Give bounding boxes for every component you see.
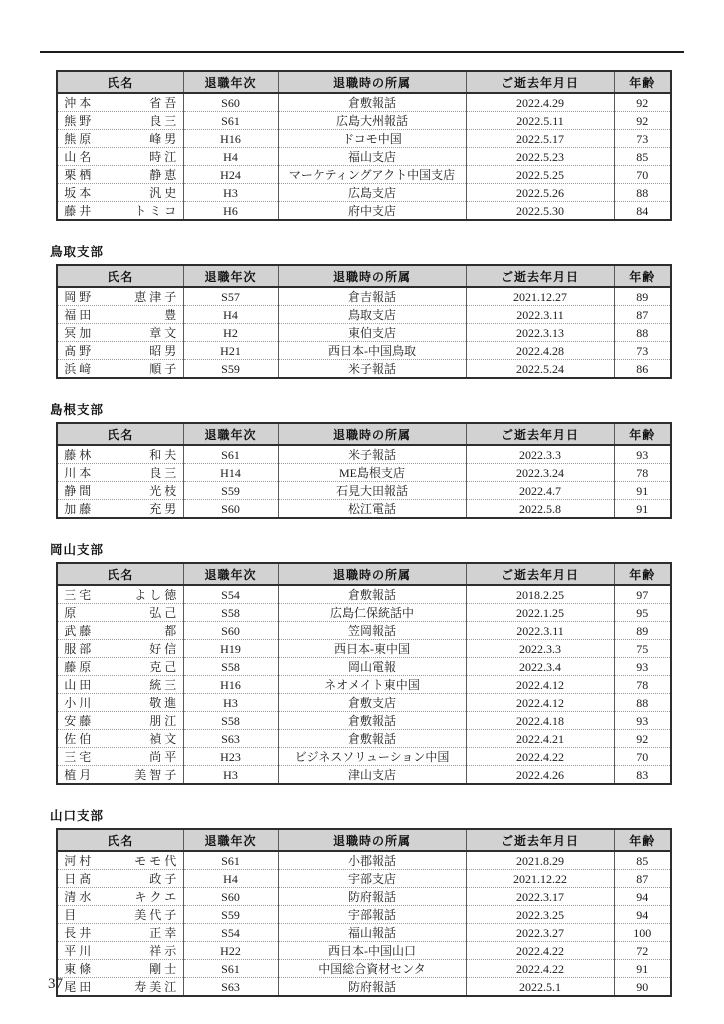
member-name: 武藤 都	[57, 622, 183, 640]
member-row	[57, 694, 671, 712]
member-name: 服部 好信	[57, 640, 183, 658]
branch-title: 鳥取支部	[50, 245, 105, 259]
member-name: 加藤 充男	[57, 500, 183, 519]
affiliation: 笠岡報話	[278, 622, 466, 640]
column-header: 年齢	[614, 563, 671, 585]
affiliation: 防府報話	[278, 978, 466, 997]
member-name: 沖本 省吾	[64, 96, 180, 110]
column-header: 年齢	[614, 265, 671, 287]
retirement-year: S58	[183, 604, 278, 622]
member-row	[57, 888, 671, 906]
member-row	[57, 730, 671, 748]
affiliation: 広島支店	[278, 184, 466, 202]
affiliation: 鳥取支店	[278, 306, 466, 324]
affiliation: 防府報話	[278, 888, 466, 906]
affiliation: 中国総合資材センタ	[278, 960, 466, 978]
age: 93	[614, 658, 671, 676]
affiliation: 福山報話	[278, 924, 466, 942]
retirement-year: S60	[183, 500, 278, 519]
member-name: 三宅 尚平	[57, 748, 183, 766]
death-date: 2022.3.13	[466, 324, 614, 342]
age: 93	[614, 712, 671, 730]
death-date: 2022.5.11	[466, 112, 614, 130]
affiliation: ME島根支店	[278, 464, 466, 482]
death-date: 2022.3.3	[466, 640, 614, 658]
page-number: 37	[48, 976, 63, 992]
member-name: 平川 祥示	[57, 942, 183, 960]
member-row	[57, 712, 671, 730]
column-header: 退職時の所属	[278, 265, 466, 287]
member-table	[56, 562, 672, 785]
member-name: 三宅 よし徳	[64, 588, 180, 602]
member-row	[57, 942, 671, 960]
affiliation: 府中支店	[278, 202, 466, 221]
age: 93	[614, 445, 671, 464]
death-date: 2021.8.29	[466, 851, 614, 870]
member-name: 藤林 和夫	[64, 448, 180, 462]
column-header: 退職時の所属	[278, 71, 466, 93]
column-header: 年齢	[614, 829, 671, 851]
retirement-year: H3	[183, 766, 278, 785]
column-header: 退職年次	[183, 563, 278, 585]
death-date: 2022.5.23	[466, 148, 614, 166]
retirement-year: H19	[183, 640, 278, 658]
member-name: 安藤 朋江	[57, 712, 183, 730]
member-row	[57, 166, 671, 184]
age: 73	[614, 130, 671, 148]
retirement-year: H16	[183, 130, 278, 148]
retirement-year: H14	[183, 464, 278, 482]
member-row	[57, 604, 671, 622]
retirement-year: S54	[183, 585, 278, 604]
retirement-year: H21	[183, 342, 278, 360]
affiliation: 東伯支店	[278, 324, 466, 342]
age: 70	[614, 748, 671, 766]
age: 87	[614, 306, 671, 324]
affiliation: マーケティングアクト中国支店	[278, 166, 466, 184]
death-date: 2022.4.22	[466, 942, 614, 960]
branch-title: 山口支部	[50, 809, 105, 823]
obituary-list	[50, 54, 670, 997]
member-row	[57, 978, 671, 997]
column-header: 氏名	[57, 563, 183, 585]
retirement-year: S61	[183, 851, 278, 870]
member-name: 植月 美智子	[57, 766, 183, 785]
member-row	[57, 500, 671, 519]
member-name: 小川 敬進	[57, 694, 183, 712]
retirement-year: H4	[183, 870, 278, 888]
affiliation: 小郡報話	[278, 851, 466, 870]
column-header: 退職時の所属	[278, 423, 466, 445]
age: 91	[614, 500, 671, 519]
affiliation: 岡山電報	[278, 658, 466, 676]
column-header: 退職年次	[183, 423, 278, 445]
member-row	[57, 585, 671, 604]
age: 85	[614, 148, 671, 166]
retirement-year: H4	[183, 148, 278, 166]
death-date: 2022.4.12	[466, 694, 614, 712]
death-date: 2022.5.25	[466, 166, 614, 184]
column-header: 退職年次	[183, 265, 278, 287]
death-date: 2022.4.21	[466, 730, 614, 748]
member-name: 福田 豊	[57, 306, 183, 324]
member-row	[57, 622, 671, 640]
death-date: 2022.5.26	[466, 184, 614, 202]
retirement-year: S60	[183, 622, 278, 640]
member-row	[57, 342, 671, 360]
column-header: ご逝去年月日	[466, 265, 614, 287]
branch-section	[50, 403, 670, 519]
member-name: 尾田 寿美江	[57, 978, 183, 997]
member-row	[57, 766, 671, 785]
member-table	[56, 70, 672, 221]
age: 89	[614, 287, 671, 306]
death-date: 2022.4.12	[466, 676, 614, 694]
member-row	[57, 306, 671, 324]
column-header: 退職年次	[183, 829, 278, 851]
header-row	[57, 563, 671, 585]
retirement-year: S59	[183, 482, 278, 500]
member-name: 髙野 昭男	[57, 342, 183, 360]
branch-section	[56, 70, 670, 221]
member-row	[57, 93, 671, 112]
retirement-year: S59	[183, 906, 278, 924]
age: 88	[614, 324, 671, 342]
member-row	[57, 748, 671, 766]
member-table	[56, 264, 672, 379]
member-row	[57, 202, 671, 221]
age: 90	[614, 978, 671, 997]
retirement-year: H24	[183, 166, 278, 184]
age: 87	[614, 870, 671, 888]
header-row	[57, 829, 671, 851]
member-name: 原 弘己	[57, 604, 183, 622]
death-date: 2022.3.11	[466, 622, 614, 640]
death-date: 2022.5.30	[466, 202, 614, 221]
affiliation: ドコモ中国	[278, 130, 466, 148]
member-name: 山名 時江	[57, 148, 183, 166]
affiliation: 西日本-中国山口	[278, 942, 466, 960]
column-header: 年齢	[614, 71, 671, 93]
affiliation: 松江電話	[278, 500, 466, 519]
column-header: ご逝去年月日	[466, 423, 614, 445]
affiliation: 米子報話	[278, 445, 466, 464]
member-row	[57, 924, 671, 942]
death-date: 2022.4.28	[466, 342, 614, 360]
member-name: 日髙 政子	[57, 870, 183, 888]
age: 83	[614, 766, 671, 785]
death-date: 2022.3.27	[466, 924, 614, 942]
retirement-year: S59	[183, 360, 278, 379]
branch-title: 岡山支部	[50, 543, 105, 557]
retirement-year: S58	[183, 658, 278, 676]
retirement-year: S63	[183, 978, 278, 997]
retirement-year: H3	[183, 694, 278, 712]
death-date: 2022.5.1	[466, 978, 614, 997]
member-row	[57, 676, 671, 694]
death-date: 2022.4.7	[466, 482, 614, 500]
death-date: 2022.4.26	[466, 766, 614, 785]
affiliation: 西日本-中国鳥取	[278, 342, 466, 360]
member-row	[57, 287, 671, 306]
age: 95	[614, 604, 671, 622]
member-name: 藤井 トミコ	[57, 202, 183, 221]
age: 92	[614, 93, 671, 112]
age: 91	[614, 960, 671, 978]
member-row	[57, 324, 671, 342]
member-name: 河村 モモ代	[64, 854, 180, 868]
retirement-year: S61	[183, 960, 278, 978]
retirement-year: S63	[183, 730, 278, 748]
member-name: 浜﨑 順子	[57, 360, 183, 379]
age: 84	[614, 202, 671, 221]
death-date: 2022.5.17	[466, 130, 614, 148]
member-row	[57, 870, 671, 888]
member-row	[57, 960, 671, 978]
retirement-year: H2	[183, 324, 278, 342]
death-date: 2022.4.18	[466, 712, 614, 730]
member-row	[57, 906, 671, 924]
death-date: 2022.5.8	[466, 500, 614, 519]
column-header: ご逝去年月日	[466, 563, 614, 585]
death-date: 2022.3.4	[466, 658, 614, 676]
age: 78	[614, 464, 671, 482]
member-name: 冥加 章文	[57, 324, 183, 342]
affiliation: 石見大田報話	[278, 482, 466, 500]
member-name: 静間 光枝	[57, 482, 183, 500]
retirement-year: S57	[183, 287, 278, 306]
affiliation: 津山支店	[278, 766, 466, 785]
affiliation: 宇部報話	[278, 906, 466, 924]
branch-section	[50, 543, 670, 785]
header-row	[57, 71, 671, 93]
member-row	[57, 360, 671, 379]
branch-title: 島根支部	[50, 403, 105, 417]
death-date: 2022.4.29	[466, 93, 614, 112]
age: 100	[614, 924, 671, 942]
member-name: 熊野 良三	[57, 112, 183, 130]
member-name: 長井 正幸	[57, 924, 183, 942]
header-row	[57, 423, 671, 445]
column-header: ご逝去年月日	[466, 829, 614, 851]
member-row	[57, 482, 671, 500]
member-name: 川本 良三	[57, 464, 183, 482]
member-name: 藤原 克己	[57, 658, 183, 676]
member-name: 坂本 汎史	[57, 184, 183, 202]
affiliation: 米子報話	[278, 360, 466, 379]
top-rule	[40, 51, 684, 53]
age: 88	[614, 694, 671, 712]
header-row	[57, 265, 671, 287]
member-table	[56, 828, 672, 997]
retirement-year: H3	[183, 184, 278, 202]
retirement-year: S58	[183, 712, 278, 730]
affiliation: 広島大州報話	[278, 112, 466, 130]
death-date: 2022.3.11	[466, 306, 614, 324]
death-date: 2021.12.27	[466, 287, 614, 306]
affiliation: 倉敷報話	[278, 585, 466, 604]
age: 94	[614, 906, 671, 924]
retirement-year: H23	[183, 748, 278, 766]
death-date: 2022.3.25	[466, 906, 614, 924]
death-date: 2022.4.22	[466, 748, 614, 766]
death-date: 2022.5.24	[466, 360, 614, 379]
column-header: 退職年次	[183, 71, 278, 93]
member-row	[57, 640, 671, 658]
affiliation: 福山支店	[278, 148, 466, 166]
age: 86	[614, 360, 671, 379]
retirement-year: H4	[183, 306, 278, 324]
age: 92	[614, 730, 671, 748]
member-row	[57, 445, 671, 464]
member-row	[57, 112, 671, 130]
affiliation: 西日本-東中国	[278, 640, 466, 658]
column-header: 氏名	[57, 71, 183, 93]
death-date: 2022.3.3	[466, 445, 614, 464]
member-name: 熊原 峰男	[57, 130, 183, 148]
affiliation: ネオメイト東中国	[278, 676, 466, 694]
age: 88	[614, 184, 671, 202]
age: 91	[614, 482, 671, 500]
affiliation: 倉敷報話	[278, 93, 466, 112]
member-name: 佐伯 禎文	[57, 730, 183, 748]
member-name: 岡野 恵津子	[64, 290, 180, 304]
age: 73	[614, 342, 671, 360]
retirement-year: S54	[183, 924, 278, 942]
age: 97	[614, 585, 671, 604]
member-name: 山田 統三	[57, 676, 183, 694]
death-date: 2022.3.24	[466, 464, 614, 482]
member-row	[57, 130, 671, 148]
death-date: 2021.12.22	[466, 870, 614, 888]
column-header: 退職時の所属	[278, 829, 466, 851]
affiliation: 宇部支店	[278, 870, 466, 888]
retirement-year: S60	[183, 888, 278, 906]
member-row	[57, 148, 671, 166]
age: 72	[614, 942, 671, 960]
branch-section	[50, 245, 670, 379]
age: 92	[614, 112, 671, 130]
age: 70	[614, 166, 671, 184]
member-row	[57, 184, 671, 202]
age: 75	[614, 640, 671, 658]
affiliation: 広島仁保統話中	[278, 604, 466, 622]
affiliation: ビジネスソリューション中国	[278, 748, 466, 766]
member-row	[57, 464, 671, 482]
member-name: 目 美代子	[57, 906, 183, 924]
column-header: 氏名	[57, 265, 183, 287]
affiliation: 倉吉報話	[278, 287, 466, 306]
affiliation: 倉敷支店	[278, 694, 466, 712]
member-name: 清水 キクエ	[57, 888, 183, 906]
retirement-year: H6	[183, 202, 278, 221]
affiliation: 倉敷報話	[278, 730, 466, 748]
death-date: 2018.2.25	[466, 585, 614, 604]
age: 89	[614, 622, 671, 640]
column-header: 年齢	[614, 423, 671, 445]
column-header: 氏名	[57, 829, 183, 851]
member-name: 栗栖 静恵	[57, 166, 183, 184]
retirement-year: H16	[183, 676, 278, 694]
member-name: 東條 剛士	[57, 960, 183, 978]
column-header: ご逝去年月日	[466, 71, 614, 93]
member-table	[56, 422, 672, 519]
retirement-year: H22	[183, 942, 278, 960]
retirement-year: S61	[183, 445, 278, 464]
affiliation: 倉敷報話	[278, 712, 466, 730]
death-date: 2022.1.25	[466, 604, 614, 622]
retirement-year: S61	[183, 112, 278, 130]
column-header: 氏名	[57, 423, 183, 445]
age: 78	[614, 676, 671, 694]
death-date: 2022.3.17	[466, 888, 614, 906]
column-header: 退職時の所属	[278, 563, 466, 585]
member-row	[57, 658, 671, 676]
age: 85	[614, 851, 671, 870]
age: 94	[614, 888, 671, 906]
death-date: 2022.4.22	[466, 960, 614, 978]
member-row	[57, 851, 671, 870]
retirement-year: S60	[183, 93, 278, 112]
